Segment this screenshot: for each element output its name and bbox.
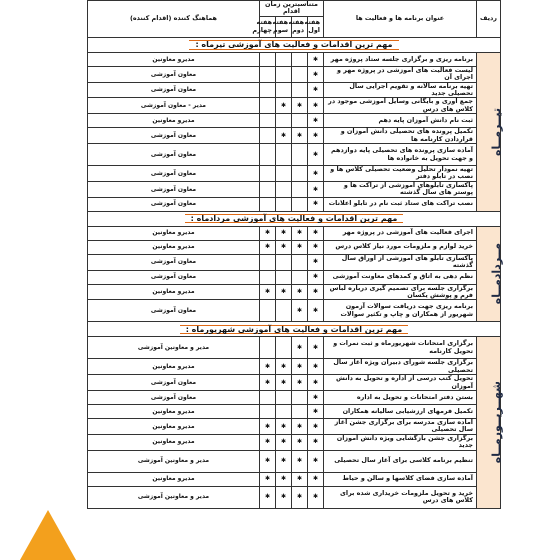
empty-week-cell [292,114,308,128]
asterisk-icon: ✱ [292,284,308,300]
asterisk-icon: ✱ [308,98,324,114]
asterisk-icon: ✱ [308,450,324,472]
row-number-header: ردیف [477,1,501,38]
asterisk-icon: ✱ [308,418,324,434]
asterisk-icon: ✱ [308,404,324,418]
week-3-header: هفته سوم [276,16,292,37]
asterisk-icon: ✱ [276,359,292,375]
table-header-row [87,1,500,17]
empty-week-cell [276,114,292,128]
empty-week-cell [292,144,308,166]
table-row [87,486,500,508]
coordinator-cell: مدیرو معاونین [87,418,259,434]
table-row [87,450,500,472]
activity-schedule-table [87,0,501,509]
asterisk-icon: ✱ [308,197,324,211]
coordinator-cell: مدیرو معاونین [87,472,259,486]
empty-week-cell [292,66,308,82]
empty-week-cell [276,254,292,270]
asterisk-icon: ✱ [308,486,324,508]
table-row [87,359,500,375]
table-row [87,434,500,450]
coordinator-cell: مدیرو معاونین [87,434,259,450]
empty-week-cell [276,197,292,211]
empty-week-cell [259,337,275,359]
asterisk-icon: ✱ [292,450,308,472]
empty-week-cell [259,82,275,98]
asterisk-icon: ✱ [259,375,275,391]
table-row [87,390,500,404]
coordinator-cell: مدیر و معاونین آموزشی [87,337,259,359]
activity-cell: برگزاری جلسه برای تصمیم گیری درباره لباس فرم و پوشش یکسان [324,284,477,300]
asterisk-icon: ✱ [308,284,324,300]
coordinator-cell: معاون آموزشی [87,300,259,322]
table-row [87,375,500,391]
table-row [87,66,500,82]
asterisk-icon: ✱ [308,128,324,144]
empty-week-cell [276,82,292,98]
activity-cell: تحویل کتب درسی از اداره و تحویل به دانش آموزان [324,375,477,391]
asterisk-icon: ✱ [292,359,308,375]
table-row [87,166,500,182]
decorative-corner [20,510,76,560]
asterisk-icon: ✱ [276,98,292,114]
asterisk-icon: ✱ [259,486,275,508]
asterisk-icon: ✱ [308,181,324,197]
empty-week-cell [292,166,308,182]
asterisk-icon: ✱ [308,375,324,391]
table-row [87,98,500,114]
activity-cell: نظم دهی به اتاق و کمدهای معاونت آموزشی [324,270,477,284]
asterisk-icon: ✱ [308,226,324,240]
table-row [87,181,500,197]
empty-week-cell [276,144,292,166]
section-title: مهم ترین اقدامات و فعالیت های آموزشی مردادماه : [185,214,404,223]
coordinator-cell: مدیرو معاونین [87,240,259,254]
activity-cell: برگزاری جلسه شورای دبیران ویژه آغاز سال تحصیلی [324,359,477,375]
asterisk-icon: ✱ [292,486,308,508]
activity-cell: تکمیل پرونده های تحصیلی دانش آموزان و قراردادن کارنامه ها [324,128,477,144]
empty-week-cell [259,404,275,418]
asterisk-icon: ✱ [292,98,308,114]
asterisk-icon: ✱ [292,128,308,144]
asterisk-icon: ✱ [276,284,292,300]
empty-week-cell [276,337,292,359]
table-row [87,82,500,98]
coordinator-cell: مدیرو معاونین [87,114,259,128]
week-1-header: هفته اول [308,16,324,37]
activity-cell: نصب تراکت های ستاد ثبت نام در تابلو اعلانات [324,197,477,211]
asterisk-icon: ✱ [259,240,275,254]
table-row [87,128,500,144]
empty-week-cell [292,254,308,270]
asterisk-icon: ✱ [276,226,292,240]
table-row [87,240,500,254]
coordinator-cell: معاون آموزشی [87,197,259,211]
coordinator-cell: معاون آموزشی [87,254,259,270]
asterisk-icon: ✱ [259,472,275,486]
empty-week-cell [276,404,292,418]
asterisk-icon: ✱ [292,226,308,240]
table-row [87,418,500,434]
activity-cell: برگزاری امتحانات شهریورماه و ثبت نمرات و تحویل کارنامه [324,337,477,359]
activity-cell: تهیه برنامه سالانه و تقویم اجرایی سال تحصیلی جدید [324,82,477,98]
empty-week-cell [276,52,292,66]
asterisk-icon: ✱ [308,144,324,166]
empty-week-cell [259,114,275,128]
table-row [87,197,500,211]
month-label: تیــرمــاه [489,107,503,156]
activity-schedule-page [88,0,501,560]
asterisk-icon: ✱ [292,337,308,359]
section-title: مهم ترین اقدامات و فعالیت های آموزشی تیرماه : [189,40,398,49]
empty-week-cell [259,144,275,166]
asterisk-icon: ✱ [276,450,292,472]
coordinator-cell: معاون آموزشی [87,128,259,144]
asterisk-icon: ✱ [308,337,324,359]
asterisk-icon: ✱ [308,166,324,182]
activity-cell: پاکسازی تابلو های آموزشی از اوراق سال گذشته [324,254,477,270]
empty-week-cell [292,197,308,211]
coordinator-cell: معاون آموزشی [87,181,259,197]
empty-week-cell [259,52,275,66]
empty-week-cell [276,300,292,322]
empty-week-cell [259,98,275,114]
coordinator-cell: مدیرو معاونین [87,284,259,300]
table-body [87,37,503,508]
asterisk-icon: ✱ [308,359,324,375]
coordinator-cell: معاون آموزشی [87,144,259,166]
empty-week-cell [292,404,308,418]
coordinator-cell: مدیر و معاونین آموزشی [87,486,259,508]
month-cell [477,226,501,322]
empty-week-cell [292,270,308,284]
empty-week-cell [259,254,275,270]
asterisk-icon: ✱ [308,300,324,322]
empty-week-cell [276,390,292,404]
asterisk-icon: ✱ [276,486,292,508]
table-row [87,114,500,128]
asterisk-icon: ✱ [308,390,324,404]
asterisk-icon: ✱ [308,52,324,66]
activity-cell: بستن دفتر امتحانات و تحویل به اداره [324,390,477,404]
asterisk-icon: ✱ [276,128,292,144]
activity-cell: تکمیل فرمهای ارزشیابی سالیانه همکاران [324,404,477,418]
asterisk-icon: ✱ [276,472,292,486]
month-label: شهــریــورمــاه [489,381,503,464]
asterisk-icon: ✱ [259,418,275,434]
activity-cell: آماده سازی مدرسه برای برگزاری جشن آغاز سال تحصیلی [324,418,477,434]
week-4-header: هفته چهارم [259,16,275,37]
month-label: مــردادمــاه [489,243,503,305]
table-row [87,284,500,300]
coordinator-cell: معاون آموزشی [87,375,259,391]
asterisk-icon: ✱ [308,434,324,450]
asterisk-icon: ✱ [308,66,324,82]
empty-week-cell [259,300,275,322]
asterisk-icon: ✱ [276,418,292,434]
month-cell [477,337,501,508]
section-title-row [87,211,500,226]
coordinator-cell: مدیر و معاونین آموزشی [87,450,259,472]
activity-cell: آماده سازی فضای کلاسها و سالن و حیاط [324,472,477,486]
coordinator-cell: مدیر - معاون آموزشی [87,98,259,114]
asterisk-icon: ✱ [292,472,308,486]
asterisk-icon: ✱ [259,226,275,240]
empty-week-cell [259,66,275,82]
empty-week-cell [292,181,308,197]
section-title-row [87,322,500,337]
activity-cell: خرید لوازم و ملزومات مورد نیاز کلاس درس [324,240,477,254]
activity-cell: تهیه نمودار تحلیل وضعیت تحصیلی کلاس ها و نصب در تابلو دفتر [324,166,477,182]
table-row [87,144,500,166]
table-row [87,254,500,270]
asterisk-icon: ✱ [308,114,324,128]
empty-week-cell [259,181,275,197]
asterisk-icon: ✱ [292,300,308,322]
table-row [87,472,500,486]
empty-week-cell [276,166,292,182]
table-row [87,270,500,284]
coordinator-header: هماهنگ کننده (اقدام کننده) [87,1,259,38]
table-row [87,226,500,240]
activity-cell: برنامه ریزی جهت دریافت سوالات آزمون شهریور از همکاران و چاپ و تکثیر سوالات [324,300,477,322]
coordinator-cell: مدیرو معاونین [87,404,259,418]
section-title-row [87,37,500,52]
week-2-header: هفته دوم [292,16,308,37]
coordinator-cell: معاون آموزشی [87,166,259,182]
activity-cell: جمع آوری و بایگانی وسایل آموزشی موجود در کلاس های درس [324,98,477,114]
asterisk-icon: ✱ [308,82,324,98]
activity-cell: آماده سازی پرونده های تحصیلی پایه دوازدهم و جهت تحویل به خانواده ها [324,144,477,166]
table-row [87,300,500,322]
empty-week-cell [276,270,292,284]
activity-cell: ثبت نام دانش آموزان پایه دهم [324,114,477,128]
asterisk-icon: ✱ [308,240,324,254]
asterisk-icon: ✱ [292,375,308,391]
empty-week-cell [276,66,292,82]
month-cell [477,52,501,211]
asterisk-icon: ✱ [259,284,275,300]
coordinator-cell: مدیرو معاونین [87,226,259,240]
asterisk-icon: ✱ [259,450,275,472]
asterisk-icon: ✱ [276,240,292,254]
section-title: مهم ترین اقدامات و فعالیت های آموزشی شهریورماه : [180,325,409,334]
program-title-header: عنوان برنامه ها و فعالیت ها [324,1,477,38]
empty-week-cell [292,82,308,98]
coordinator-cell: مدیرو معاونین [87,359,259,375]
asterisk-icon: ✱ [276,375,292,391]
activity-cell: پاکسازی تابلوهای آموزشی از تراکت ها و پوستر های سال گذشته [324,181,477,197]
empty-week-cell [292,52,308,66]
asterisk-icon: ✱ [259,359,275,375]
activity-cell: خرید و تحویل ملزومات خریداری شده برای کلاس های درس [324,486,477,508]
time-group-header: متناسبترین زمان اقدام [259,1,323,17]
coordinator-cell: معاون آموزشی [87,390,259,404]
empty-week-cell [259,390,275,404]
asterisk-icon: ✱ [259,434,275,450]
empty-week-cell [292,390,308,404]
coordinator-cell: معاون آموزشی [87,82,259,98]
asterisk-icon: ✱ [292,434,308,450]
table-row [87,337,500,359]
empty-week-cell [259,128,275,144]
table-row [87,404,500,418]
empty-week-cell [276,181,292,197]
asterisk-icon: ✱ [292,240,308,254]
activity-cell: برگزاری جشن بازگشایی ویژه دانش آموزان جدید [324,434,477,450]
asterisk-icon: ✱ [308,472,324,486]
coordinator-cell: معاون آموزشی [87,66,259,82]
table-row [87,52,500,66]
asterisk-icon: ✱ [308,254,324,270]
empty-week-cell [259,197,275,211]
asterisk-icon: ✱ [308,270,324,284]
asterisk-icon: ✱ [276,434,292,450]
empty-week-cell [259,270,275,284]
empty-week-cell [259,166,275,182]
activity-cell: تنظیم برنامه کلاسی برای آغاز سال تحصیلی [324,450,477,472]
coordinator-cell: مدیرو معاونین [87,52,259,66]
activity-cell: اجرای فعالیت های آموزشی در پروژه مهر [324,226,477,240]
activity-cell: لیست فعالیت های آموزشی در پروژه مهر و اجرای آن [324,66,477,82]
activity-cell: برنامه ریزی و برگزاری جلسه ستاد پروژه مهر [324,52,477,66]
coordinator-cell: معاون آموزشی [87,270,259,284]
asterisk-icon: ✱ [292,418,308,434]
